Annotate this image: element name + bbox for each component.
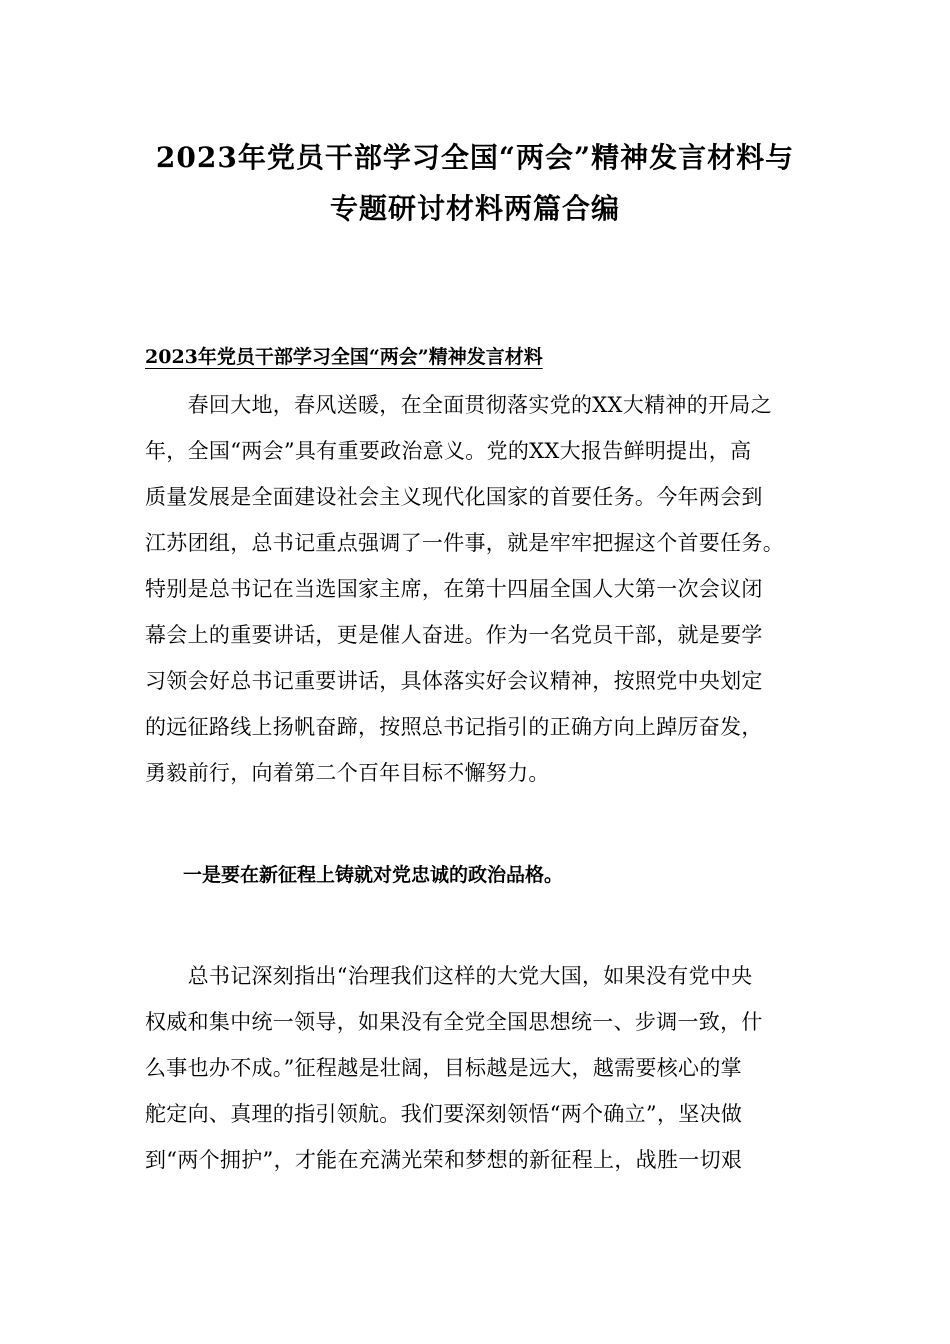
paragraph1-line: 江苏团组，总书记重点强调了一件事，就是牢牢把握这个首要任务。 xyxy=(145,531,784,555)
paragraph2-line: 舵定向、真理的指引领航。我们要深刻领悟“两个确立”，坚决做 xyxy=(145,1102,743,1126)
paragraph2-line: 总书记深刻指出“治理我们这样的大党大国，如果没有党中央 xyxy=(145,964,753,988)
paragraph1-line: 春回大地，春风送暖，在全面贯彻落实党的XX大精神的开局之 xyxy=(145,393,772,417)
section-heading: 2023年党员干部学习全国“两会”精神发言材料 xyxy=(145,346,543,368)
paragraph1-line: 质量发展是全面建设社会主义现代化国家的首要任务。今年两会到 xyxy=(145,485,763,509)
document-title-line-1: 2023年党员干部学习全国“两会”精神发言材料与 xyxy=(155,141,795,174)
paragraph1-line: 幕会上的重要讲话，更是催人奋进。作为一名党员干部，就是要学 xyxy=(145,623,763,647)
paragraph1-line: 的远征路线上扬帆奋蹄，按照总书记指引的正确方向上踔厉奋发， xyxy=(145,715,763,739)
document-title-line-2: 专题研讨材料两篇合编 xyxy=(329,192,620,225)
subheading-1: 一是要在新征程上铸就对党忠诚的政治品格。 xyxy=(183,864,564,886)
paragraph1-line: 特别是总书记在当选国家主席，在第十四届全国人大第一次会议闭 xyxy=(145,577,763,601)
paragraph1-line: 年，全国“两会”具有重要政治意义。党的XX大报告鲜明提出，高 xyxy=(145,439,752,463)
paragraph2-line: 权威和集中统一领导，如果没有全党全国思想统一、步调一致，什 xyxy=(145,1010,763,1034)
paragraph1-line: 习领会好总书记重要讲话，具体落实好会议精神，按照党中央划定 xyxy=(145,669,763,693)
paragraph1-line: 勇毅前行，向着第二个百年目标不懈努力。 xyxy=(145,761,550,785)
paragraph2-line: 么事也办不成。”征程越是壮阔，目标越是远大，越需要核心的掌 xyxy=(145,1056,742,1080)
paragraph2-line: 到“两个拥护”，才能在充满光荣和梦想的新征程上，战胜一切艰 xyxy=(145,1148,743,1172)
